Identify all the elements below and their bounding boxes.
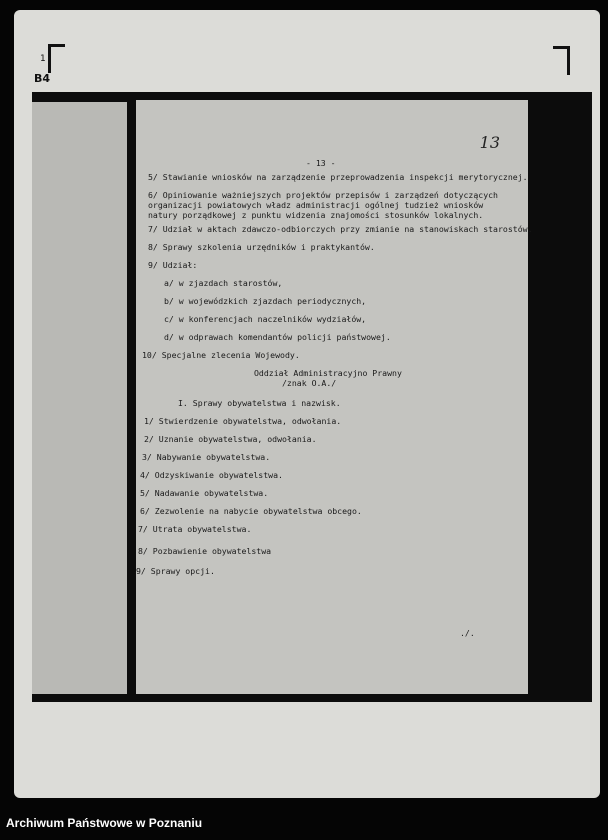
film-bracket-right [553,46,570,75]
subsection-title: I. Sprawy obywatelstwa i nazwisk. [178,398,341,408]
list-item: 7/ Udział w aktach zdawczo-odbiorczych przy zmianie na stanowiskach starostów. [148,224,533,234]
list-item: 10/ Specjalne zlecenia Wojewody. [142,350,300,360]
list-item: 9/ Udział: [148,260,198,270]
list-item: 7/ Utrata obywatelstwa. [138,524,252,534]
list-item: 9/ Sprawy opcji. [136,566,215,576]
folio-number: 13 [479,133,500,152]
list-item: b/ w wojewódzkich zjazdach periodycznych, [164,296,367,306]
film-bracket-left [48,44,65,73]
section-title: Oddział Administracyjno Prawny [254,368,402,378]
list-item: 5/ Stawianie wniosków na zarządzenie przeprowadzenia inspekcji merytorycznej. [148,172,528,182]
end-mark: ./. [460,628,475,638]
scan-area [32,92,592,702]
list-item: 8/ Pozbawienie obywatelstwa [138,546,272,556]
list-item: 6/ Opiniowanie ważniejszych projektów przepisów i zarządzeń dotyczących organizacji powiatowych władz administracji ogólnej tudzież wniosków natury porządkowej z punktu widzenia znajomości stosunków lokalnych. [148,190,498,220]
document-page [136,100,533,694]
previous-page-strip [32,102,127,694]
list-item: 3/ Nabywanie obywatelstwa. [142,452,271,462]
list-item: 6/ Zezwolenie na nabycie obywatelstwa obcego. [140,506,362,516]
list-item: 5/ Nadawanie obywatelstwa. [140,488,269,498]
list-item: d/ w odprawach komendantów policji państwowej. [164,332,391,342]
film-label: B4 [34,72,51,85]
section-sign: /znak O.A./ [282,378,337,388]
archive-caption: Archiwum Państwowe w Poznaniu [6,816,203,830]
list-item: 2/ Uznanie obywatelstwa, odwołania. [144,434,317,444]
list-item: 1/ Stwierdzenie obywatelstwa, odwołania. [144,416,342,426]
list-item: 8/ Sprawy szkolenia urzędników i praktykantów. [148,242,375,252]
film-number: 1 [40,54,46,64]
page-number: - 13 - [306,158,336,168]
list-item: a/ w zjazdach starostów, [164,278,283,288]
film-frame [14,10,600,798]
list-item: c/ w konferencjach naczelników wydziałów, [164,314,367,324]
list-item: 4/ Odzyskiwanie obywatelstwa. [140,470,283,480]
